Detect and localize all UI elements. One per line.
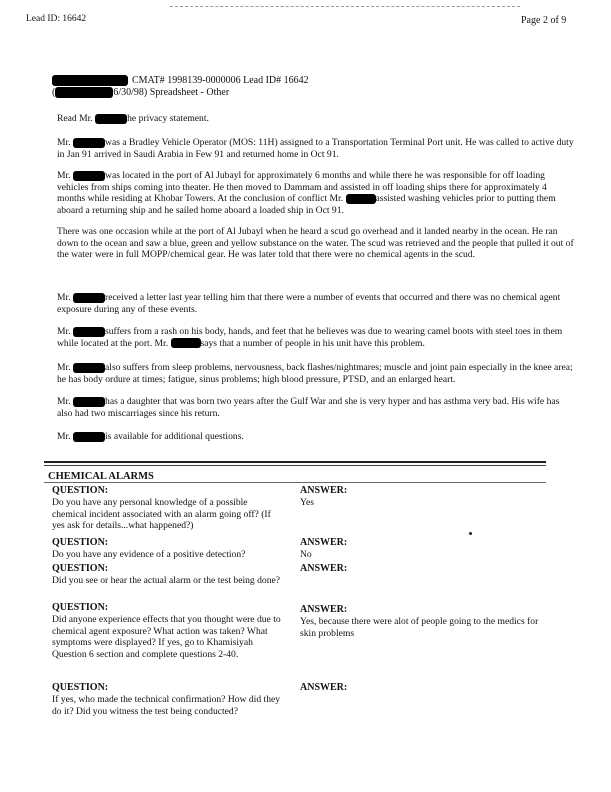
answer-text: Yes [300, 496, 314, 508]
question-text: If yes, who made the technical confirmation? How did they do it? Did you witness the test being conducted? [52, 693, 281, 717]
paragraph-symptoms [57, 362, 577, 385]
question-1 [52, 485, 282, 532]
text: Mr. [57, 137, 71, 148]
text: assisted washing vehicles prior to putting them aboard a returning ship and he sailed home aboard a loaded ship in Oct 91. [57, 193, 556, 216]
redaction [73, 138, 105, 148]
lead-id-header: Lead ID: 16642 [26, 14, 87, 24]
text: was located in the port of Al Jubayl for approximately 6 months and while there he was responsible for off loading vehicles from ships coming into theater. He then moved to Dammam and assisted in off loading ships there for approximately 4 months while residing at Khobar Towers. At the conclusion of conflict Mr. [57, 170, 547, 205]
answer-5 [300, 682, 550, 694]
question-2 [52, 537, 282, 561]
question-text: Do you have any personal knowledge of a possible chemical incident associated with an alarm going off? (If yes ask for details...what happened?) [52, 496, 271, 532]
redaction [171, 338, 201, 348]
question-label: QUESTION: [52, 537, 109, 548]
spreadsheet-prefix: ( [52, 87, 56, 98]
redaction [73, 432, 105, 442]
answer-text: No [300, 548, 312, 560]
title-underline [44, 482, 546, 483]
text: has a daughter that was born two years after the Gulf War and she is very hyper and has asthma very bad. His wife has also had two miscarriages since his return. [57, 396, 560, 419]
redaction [73, 397, 105, 407]
answer-4 [300, 604, 550, 639]
paragraph-rash [57, 326, 577, 349]
redaction [55, 87, 113, 98]
section-divider [44, 461, 546, 463]
question-text: Did anyone experience effects that you thought were due to chemical agent exposure? What action was taken? What symptoms were displayed? If yes, go to Khamisiyah Question 6 section and complete questions 2-40. [52, 613, 281, 661]
answer-2 [300, 537, 550, 561]
question-label: QUESTION: [52, 682, 109, 693]
spreadsheet-text: 6/30/98) Spreadsheet - Other [113, 87, 230, 98]
question-text: Do you have any evidence of a positive detection? [52, 548, 246, 560]
text: Read Mr. [57, 113, 93, 124]
paragraph-privacy [57, 113, 577, 125]
question-4 [52, 602, 282, 661]
text: Mr. [57, 292, 71, 303]
cmat-text: CMAT# 1998139-0000006 Lead ID# 16642 [132, 75, 309, 86]
paragraph-family [57, 396, 577, 419]
question-text: Did you see or hear the actual alarm or the test being done? [52, 574, 281, 586]
text: received a letter last year telling him that there were a number of events that occurred and there was no chemical agent exposure during any of these events. [57, 292, 561, 315]
text: was a Bradley Vehicle Operator (MOS: 11H) assigned to a Transportation Terminal Port unit. He was called to active duty in Jan 91 arrived in Saudi Arabia in Few 91 and returned home in Oct 91. [57, 137, 574, 160]
question-5 [52, 682, 282, 717]
cmat-line [52, 75, 309, 87]
paragraph-location [57, 170, 577, 216]
answer-label: ANSWER: [300, 485, 348, 496]
text: he privacy statement. [127, 113, 209, 124]
record-header [52, 75, 309, 99]
answer-text: Yes, because there were alot of people going to the medics for skin problems [300, 615, 539, 639]
redaction [95, 114, 127, 124]
question-label: QUESTION: [52, 485, 109, 496]
question-label: QUESTION: [52, 602, 109, 613]
paragraph-service [57, 137, 577, 160]
redaction [52, 75, 128, 86]
top-scan-line [170, 6, 520, 7]
redaction [73, 363, 105, 373]
redaction [73, 171, 105, 181]
paragraph-scud: There was one occasion while at the port of Al Jubayl when he heard a scud go overhead and it landed nearby in the ocean. He ran down to the ocean and saw a blue, green and yellow substance on the water. The scud was retrieved and the people that pulled it out of the water were in full MOPP/chemical gear. He was later told that there were no chemical agents in the scud. [57, 226, 574, 261]
section-divider-thin [44, 465, 546, 466]
section-title: CHEMICAL ALARMS [48, 471, 154, 482]
answer-label: ANSWER: [300, 537, 348, 548]
text: suffers from a rash on his body, hands, and feet that he believes was due to wearing camel boots with steel toes in them while located at the port. Mr. [57, 326, 563, 349]
paragraph-available [57, 431, 577, 443]
question-label: QUESTION: [52, 563, 109, 574]
redaction [346, 194, 376, 204]
redaction [73, 327, 105, 337]
stray-mark [469, 532, 472, 535]
page-number: Page 2 of 9 [521, 15, 567, 26]
redaction [73, 293, 105, 303]
text: Mr. [57, 431, 71, 442]
text: Mr. [57, 362, 71, 373]
text: Mr. [57, 326, 71, 337]
question-3 [52, 563, 282, 587]
answer-label: ANSWER: [300, 604, 348, 615]
answer-1 [300, 485, 550, 509]
answer-3 [300, 563, 550, 575]
text: says that a number of people in his unit have this problem. [200, 337, 425, 349]
text: is available for additional questions. [105, 431, 244, 442]
text: Mr. [57, 170, 71, 181]
spreadsheet-line [52, 87, 309, 99]
answer-label: ANSWER: [300, 682, 348, 693]
answer-label: ANSWER: [300, 563, 348, 574]
paragraph-letter [57, 292, 577, 315]
text: Mr. [57, 396, 71, 407]
text: also suffers from sleep problems, nervousness, back flashes/nightmares; muscle and joint pain especially in the knee area; he has body ordure at times; fatigue, sinus problems; high blood pressure, PTSD, and an enlarged heart. [57, 362, 573, 385]
